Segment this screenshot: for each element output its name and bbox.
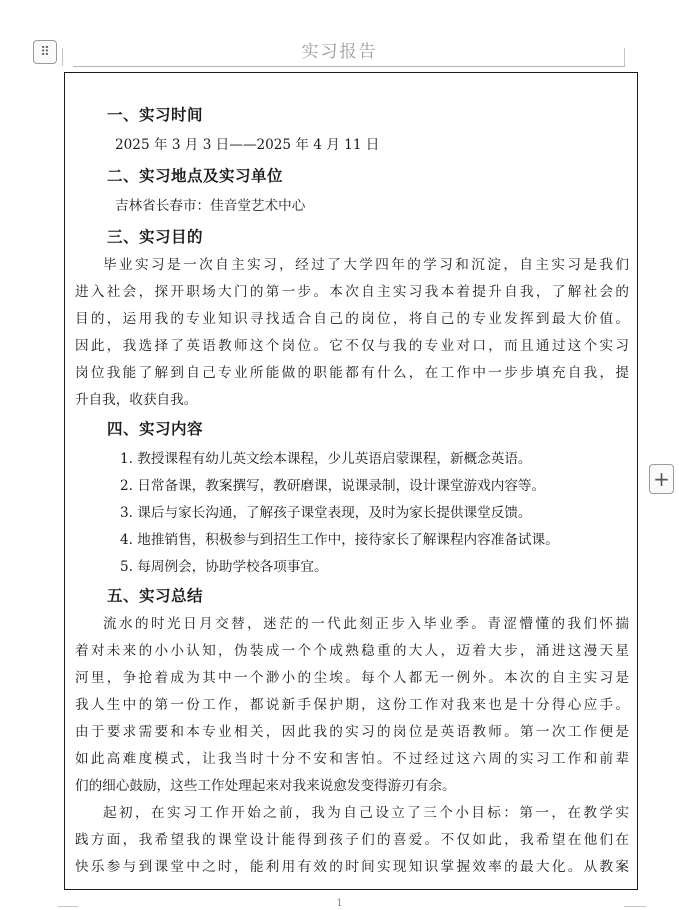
page-header-title: 实习报告: [301, 42, 378, 62]
page-number: 1: [336, 898, 343, 909]
section-heading-time: 一、实习时间: [107, 106, 204, 124]
summary-paragraph-1: [75, 611, 629, 800]
section-heading-summary: 五、实习总结: [107, 587, 204, 605]
section-heading-location: 二、实习地点及实习单位: [107, 167, 284, 185]
paragraph-line: 进入社会，探开职场大门的第一步。本次自主实习我本着提升自我，了解社会的: [75, 284, 629, 300]
list-item: 3. 课后与家长沟通，了解孩子课堂表现，及时为家长提供课堂反馈。: [120, 505, 532, 521]
paragraph-line: 我人生中的第一份工作，都说新手保护期，这份工作对我来也是十分得心应手。: [75, 697, 629, 713]
paragraph-line: 河里，争抢着成为其中一个渺小的尘埃。每个人都无一例外。本次的自主实习是: [75, 670, 629, 686]
paragraph-line: 因此，我选择了英语教师这个岗位。它不仅与我的专业对口，而且通过这个实习: [75, 338, 629, 354]
table-move-handle-icon[interactable]: ⠿: [33, 40, 57, 64]
paragraph-line: 着对未来的小小认知，伪装成一个个成熟稳重的大人，迈着大步，涌进这漫天星: [75, 643, 629, 659]
section-heading-purpose: 三、实习目的: [107, 228, 204, 246]
add-row-plus-icon[interactable]: +: [649, 464, 674, 494]
content-list: [75, 446, 629, 581]
purpose-paragraph: [75, 252, 629, 414]
internship-place: 吉林省长春市：佳音堂艺术中心: [115, 198, 306, 214]
document-page-table[interactable]: [64, 72, 638, 890]
list-item: 1. 教授课程有幼儿英文绘本课程，少儿英语启蒙课程，新概念英语。: [120, 451, 532, 467]
section-heading-content: 四、实习内容: [107, 420, 204, 438]
crop-mark-top-right: [624, 48, 625, 66]
paragraph-line: 岗位我能了解到自己专业所能做的职能都有什么，在工作中一步步填充自我，提: [75, 365, 629, 381]
crop-mark-top-left: [62, 48, 63, 66]
paragraph-line: 如此高难度模式，让我当时十分不安和害怕。不过经过这六周的实习工作和前辈: [75, 751, 629, 767]
internship-date: 2025 年 3 月 3 日——2025 年 4 月 11 日: [115, 137, 380, 153]
list-item: 5. 每周例会，协助学校各项事宜。: [120, 559, 328, 575]
paragraph-line: 目的，运用我的专业知识寻找适合自己的岗位，将自己的专业发挥到最大价值。: [75, 311, 629, 327]
paragraph-line: 们的细心鼓励，这些工作处理起来对我来说愈发变得游刃有余。: [75, 778, 456, 794]
header-divider: [73, 66, 625, 67]
paragraph-line: 践方面，我希望我的课堂设计能得到孩子们的喜爱。不仅如此，我希望在他们在: [75, 832, 629, 848]
paragraph-line: 毕业实习是一次自主实习，经过了大学四年的学习和沉淀，自主实习是我们: [103, 257, 629, 273]
paragraph-line: 快乐参与到课堂中之时，能利用有效的时间实现知识掌握效率的最大化。从教案: [75, 859, 629, 875]
paragraph-line: 由于要求需要和本专业相关，因此我的实习的岗位是英语教师。第一次工作便是: [75, 724, 629, 740]
list-item: 4. 地推销售，积极参与到招生工作中，接待家长了解课程内容准备试课。: [120, 532, 559, 548]
summary-paragraph-2: [75, 800, 629, 881]
paragraph-line: 起初，在实习工作开始之前，我为自己设立了三个小目标：第一，在教学实: [103, 805, 629, 821]
paragraph-line: 流水的时光日月交替，迷茫的一代此刻正步入毕业季。青涩懵懂的我们怀揣: [103, 616, 629, 632]
list-item: 2. 日常备课，教案撰写，教研磨课，说课录制，设计课堂游戏内容等。: [120, 478, 546, 494]
paragraph-line: 升自我，收获自我。: [75, 392, 198, 408]
